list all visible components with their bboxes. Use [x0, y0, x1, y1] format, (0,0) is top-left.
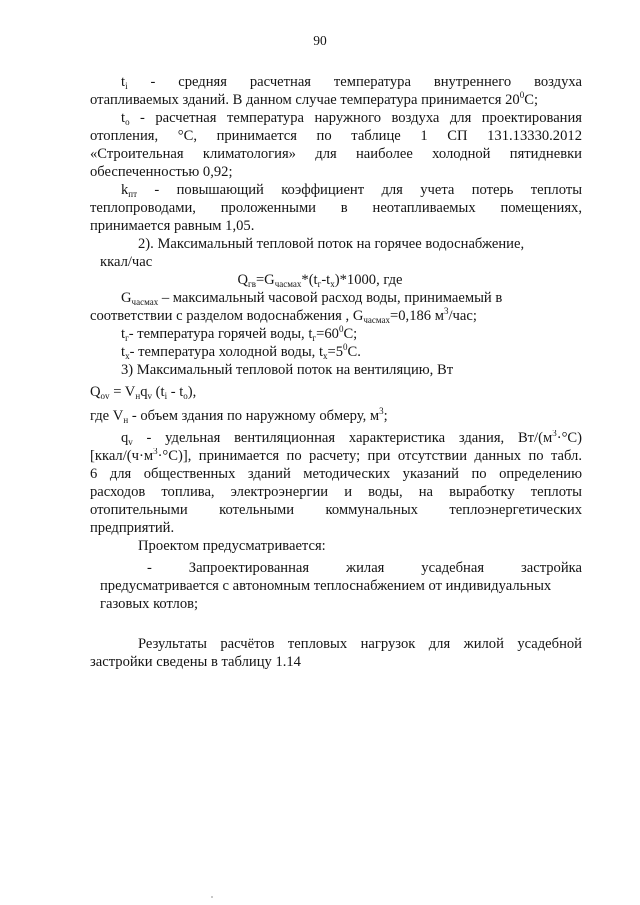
ventilation-formula: $Q_{ov} = V_нq_v$ $(t_i - t_o)$,: [90, 384, 197, 401]
results-line-1: Результаты расчётов тепловых нагрузок для жилой усадебной: [138, 636, 582, 652]
g-definition-line-1: $G_{часмах}$ – максимальный часовой расход воды, принимаемый в: [121, 290, 503, 307]
qv-definition-line-6: предприятий.: [90, 520, 175, 536]
to-definition-line-4: обеспеченностью 0,92;: [90, 164, 233, 180]
hot-water-heading-unit: ккал/час: [100, 254, 153, 270]
to-definition-line-3: «Строительная климатология» для наиболее холодной пятидневки: [90, 146, 582, 162]
project-item-line-2: предусматривается с автономным теплоснабжением от индивидуальных: [100, 578, 552, 594]
to-definition-line-1: $t_o$ - расчетная температура наружного воздуха для проектирования: [121, 110, 582, 127]
knm-definition-line-2: теплопроводами, проложенными в неотапливаемых помещениях,: [90, 200, 582, 216]
knm-definition-line-3: принимается равным 1,05.: [90, 218, 255, 234]
knm-definition-line-1: $k_{пт}$ - повышающий коэффициент для учета потерь теплоты: [121, 182, 582, 199]
vn-definition: где $V_н$ - объем здания по наружному обмеру, $м^3$;: [90, 406, 388, 425]
to-definition-line-2: отопления, °С, принимается по таблице 1 СП 131.13330.2012: [90, 128, 582, 144]
ti-definition-line-1: $t_i$ - средняя расчетная температура внутреннего воздуха: [121, 74, 582, 91]
tg-definition: $t_г-$ температура горячей воды, $t_г=60^0С$;: [121, 324, 358, 343]
project-item-line-3: газовых котлов;: [100, 596, 199, 612]
page-number: 90: [313, 33, 327, 48]
qv-definition-line-5: отопительными котельными коммунальных теплоэнергетических: [90, 502, 582, 518]
qv-definition-line-4: расходов топлива, электроэнергии и воды, на выработку теплоты: [90, 484, 582, 500]
qv-definition-line-3: 6 для общественных зданий методических указаний по определению: [90, 466, 582, 482]
ti-definition-line-2: отапливаемых зданий. В данном случае температура принимается $20^0С$;: [90, 90, 539, 108]
hot-water-formula: $Q_{гв}=G_{часмах}*(t_г-t_х)*1000$, где: [237, 272, 403, 289]
qv-definition-line-2: $[ккал/(ч\cdot м^3\cdot^\circ С)]$, принимается по расчету; при отсутствии данных по табл.: [90, 448, 582, 464]
qv-symbol: $q_v$: [121, 430, 133, 447]
tx-definition: $t_х-$ температура холодной воды, $t_х=5^0С$.: [121, 342, 361, 361]
results-line-2: застройки сведены в таблицу 1.14: [90, 654, 301, 670]
project-item-line-1: - Запроектированная жилая усадебная застройка: [147, 560, 582, 576]
scan-speck: [211, 896, 213, 898]
project-heading: Проектом предусматривается:: [138, 538, 326, 554]
ti-symbol: $t_i$: [121, 74, 128, 91]
qv-definition-line-1: $q_v$ - удельная вентиляционная характеристика здания, $Вт/(м^3\cdot^\circ С)$: [121, 430, 582, 447]
ventilation-heading: 3) Максимальный тепловой поток на вентиляцию, Вт: [121, 362, 454, 378]
g-definition-line-2: соответствии с разделом водоснабжения , $G_{часмах}=0,186$ $м^3$/час;: [90, 306, 477, 325]
hot-water-heading: 2). Максимальный тепловой поток на горячее водоснабжение,: [138, 236, 525, 252]
